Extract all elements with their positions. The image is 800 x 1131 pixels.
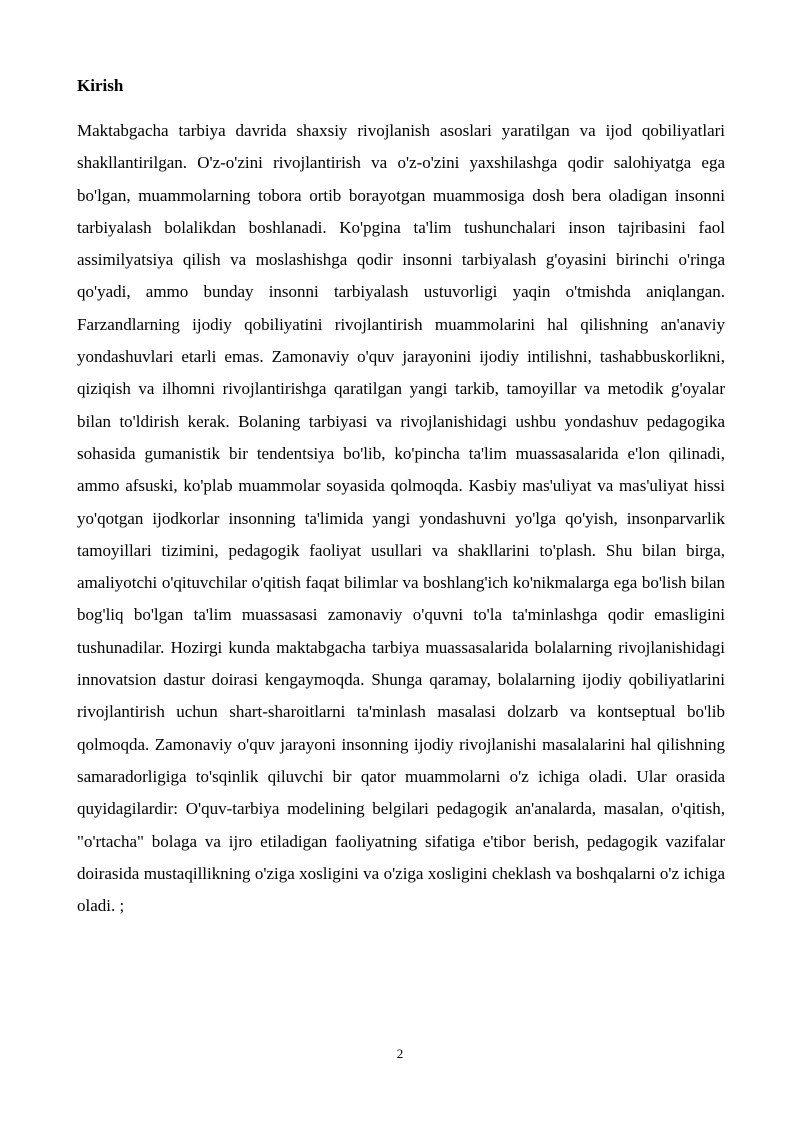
- body-paragraph: Maktabgacha tarbiya davrida shaxsiy rivojlanish asoslari yaratilgan va ijod qobiliyatlari shakllantirilgan. O'z-o'zini rivojlantirish va o'z-o'zini yaxshilashga qodir salohiyatga ega bo'lgan, muammolarning tobora ortib borayotgan muammosiga dosh bera oladigan insonni tarbiyalash bolalikdan boshlanadi. Ko'pgina ta'lim tushunchalari inson tajribasini faol assimilyatsiya qilish va moslashishga qodir insonni tarbiyalash g'oyasini birinchi o'ringa qo'yadi, ammo bunday insonni tarbiyalash ustuvorligi yaqin o'tmishda aniqlangan. Farzandlarning ijodiy qobiliyatini rivojlantirish muammolarini hal qilishning an'anaviy yondashuvlari etarli emas. Zamonaviy o'quv jarayonini ijodiy intilishni, tashabbuskorlikni, qiziqish va ilhomni rivojlantirishga qaratilgan yangi tarkib, tamoyillar va metodik g'oyalar bilan to'ldirish kerak. Bolaning tarbiyasi va rivojlanishidagi ushbu yondashuv pedagogika sohasida gumanistik bir tendentsiya bo'lib, ko'pincha ta'lim muassasalarida e'lon qilinadi, ammo afsuski, ko'plab muammolar soyasida qolmoqda. Kasbiy mas'uliyat va mas'uliyat hissi yo'qotgan ijodkorlar insonning ta'limida yangi yondashuvni yo'lga qo'yish, insonparvarlik tamoyillari tizimini, pedagogik faoliyat usullari va shakllarini to'plash. Shu bilan birga, amaliyotchi o'qituvchilar o'qitish faqat bilimlar va boshlang'ich ko'nikmalarga ega bo'lish bilan bog'liq bo'lgan ta'lim muassasasi zamonaviy o'quvni to'la ta'minlashga qodir emasligini tushunadilar. Hozirgi kunda maktabgacha tarbiya muassasalarida bolalarning rivojlanishidagi innovatsion dastur doirasi kengaymoqda. Shunga qaramay, bolalarning ijodiy qobiliyatlarini rivojlantirish uchun shart-sharoitlarni ta'minlash masalasi dolzarb va kontseptual bo'lib qolmoqda. Zamonaviy o'quv jarayoni insonning ijodiy rivojlanishi masalalarini hal qilishning samaradorligiga to'sqinlik qiluvchi bir qator muammolarni o'z ichiga oladi. Ular orasida quyidagilardir: O'quv-tarbiya modelining belgilari pedagogik an'analarda, masalan, o'qitish, "o'rtacha" bolaga va ijro etiladigan faoliyatning sifatiga e'tibor berish, pedagogik vazifalar doirasida mustaqillikning o'ziga xosligini va o'ziga xosligini cheklash va boshqalarni o'z ichiga oladi. ;: [77, 121, 725, 916]
- page-number: 2: [396, 1046, 404, 1061]
- section-heading: Kirish: [77, 76, 124, 95]
